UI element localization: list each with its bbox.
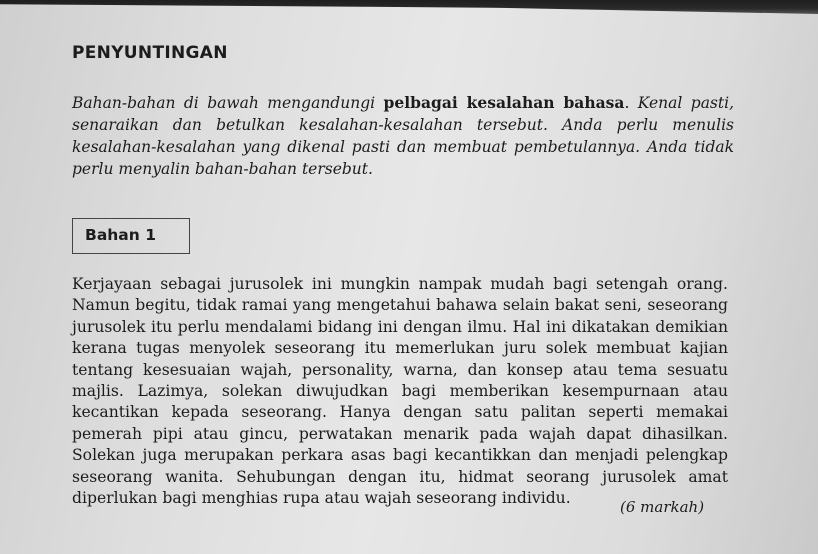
passage-text: Kerjayaan sebagai jurusolek ini mungkin nampak mudah bagi setengah orang. Namun begitu, tidak ramai yang mengetahui bahawa selain bakat seni, seseorang jurusolek itu perlu mendalami bidang ini dengan ilmu. Hal ini dikatakan demikian kerana tugas menyolek seseorang itu memerlukan juru solek membuat kajian tentang kesesuaian wajah, personality, warna, dan konsep atau tema sesuatu majlis. Lazimya, solekan diwujudkan bagi memberikan kesempurnaan atau kecantikan kepada seseorang. Hanya dengan satu palitan seperti memakai pemerah pipi atau gincu, perwatakan menarik pada wajah dapat dihasilkan. Solekan juga merupakan perkara asas bagi kecantikkan dan menjadi pelengkap seseorang wanita. Sehubungan dengan itu, hidmat seorang jurusolek amat diperlukan bagi menghias rupa atau wajah seseorang individu. [72, 275, 728, 508]
instructions-text-start: Bahan-bahan di bawah mengandungi [72, 94, 384, 112]
instructions-bold-phrase: pelbagai kesalahan bahasa [383, 93, 625, 112]
instructions-text-end: . Kenal pasti, senaraikan dan betulkan kesalahan-kesalahan tersebut. Anda perlu menulis kesalahan-kesalahan yang dikenal pasti dan membuat pembetulannya. Anda tidak perlu menyalin bahan-bahan tersebut. [72, 94, 734, 178]
instructions-paragraph [72, 92, 734, 180]
section-label-box [72, 218, 190, 254]
section-label: Bahan 1 [85, 226, 156, 244]
marks-label: (6 markah) [620, 498, 705, 516]
page-title: PENYUNTINGAN [72, 43, 228, 63]
